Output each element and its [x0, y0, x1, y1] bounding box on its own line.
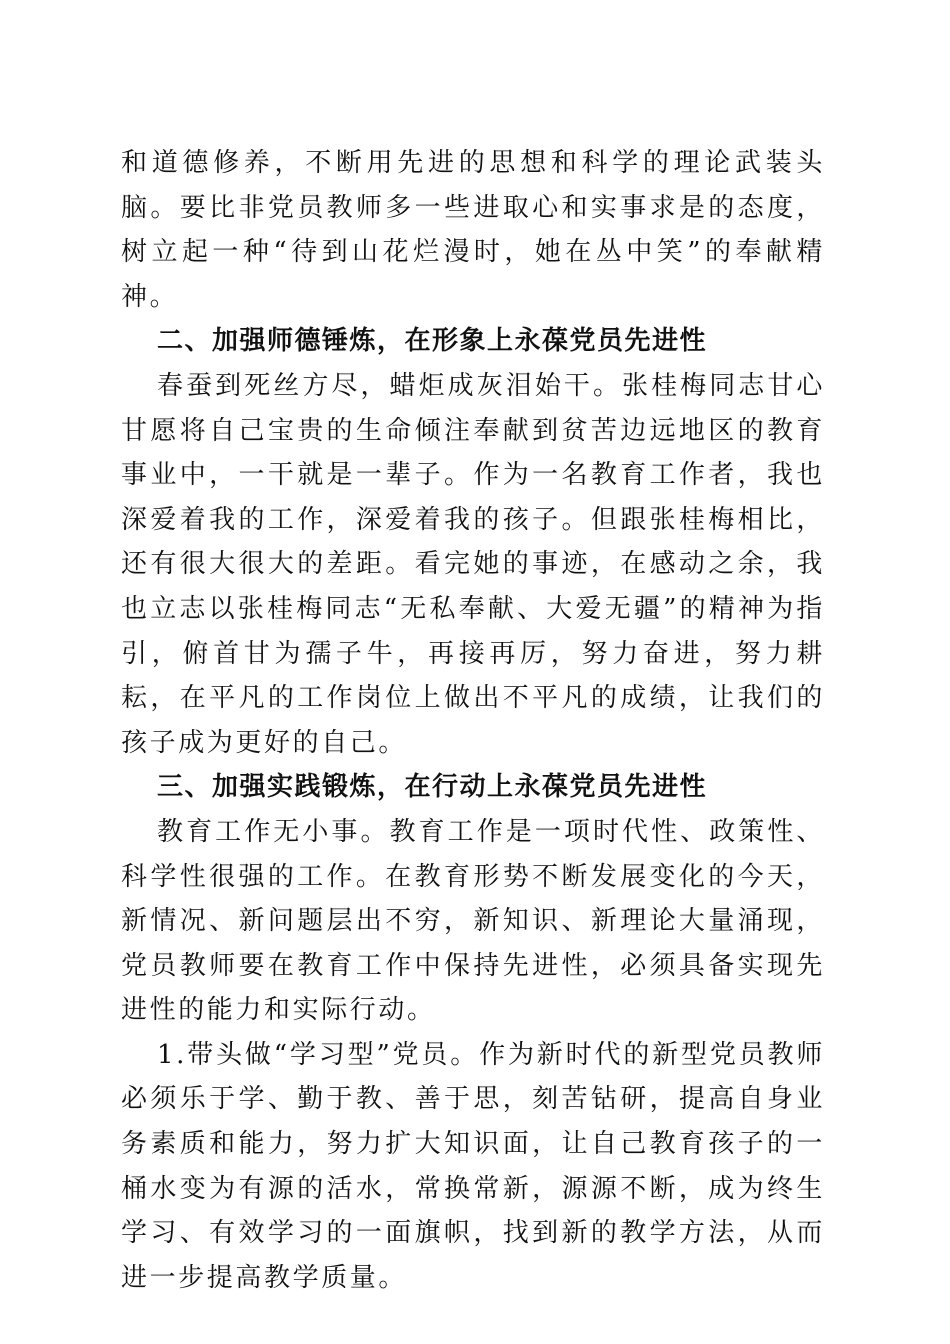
- section-heading-2: 二、加强师德锤炼，在形象上永葆党员先进性: [157, 326, 708, 357]
- paragraph-section-2: 春蚕到死丝方尽，蜡炬成灰泪始干。张桂梅同志甘心甘愿将自己宝贵的生命倾注奉献到贫苦边远地区的教育事业中，一干就是一辈子。作为一名教育工作者，我也深爱着我的工作，深爱着我的孩子。但跟张桂梅相比，还有很大很大的差距。看完她的事迹，在感动之余，我也立志以张桂梅同志“无私奉献、大爱无疆”的精神为指引，俯首甘为孺子牛，再接再厉，努力奋进，努力耕耘，在平凡的工作岗位上做出不平凡的成绩，让我们的孩子成为更好的自己。: [121, 370, 825, 758]
- paragraph-continuation: 和道德修养，不断用先进的思想和科学的理论武装头脑。要比非党员教师多一些进取心和实事求是的态度，树立起一种“待到山花烂漫时，她在丛中笑”的奉献精神。: [121, 148, 825, 312]
- document-body: [121, 141, 825, 1300]
- paragraph-item-1: 1.带头做“学习型”党员。作为新时代的新型党员教师必须乐于学、勤于教、善于思，刻苦钻研，提高自身业务素质和能力，努力扩大知识面，让自己教育孩子的一桶水变为有源的活水，常换常新，源源不断，成为终生学习、有效学习的一面旗帜，找到新的教学方法，从而进一步提高教学质量。: [121, 1039, 825, 1293]
- paragraph-section-3: 教育工作无小事。教育工作是一项时代性、政策性、科学性很强的工作。在教育形势不断发展变化的今天，新情况、新问题层出不穷，新知识、新理论大量涌现，党员教师要在教育工作中保持先进性，必须具备实现先进性的能力和实际行动。: [121, 816, 825, 1026]
- section-heading-3: 三、加强实践锻炼，在行动上永葆党员先进性: [157, 772, 708, 803]
